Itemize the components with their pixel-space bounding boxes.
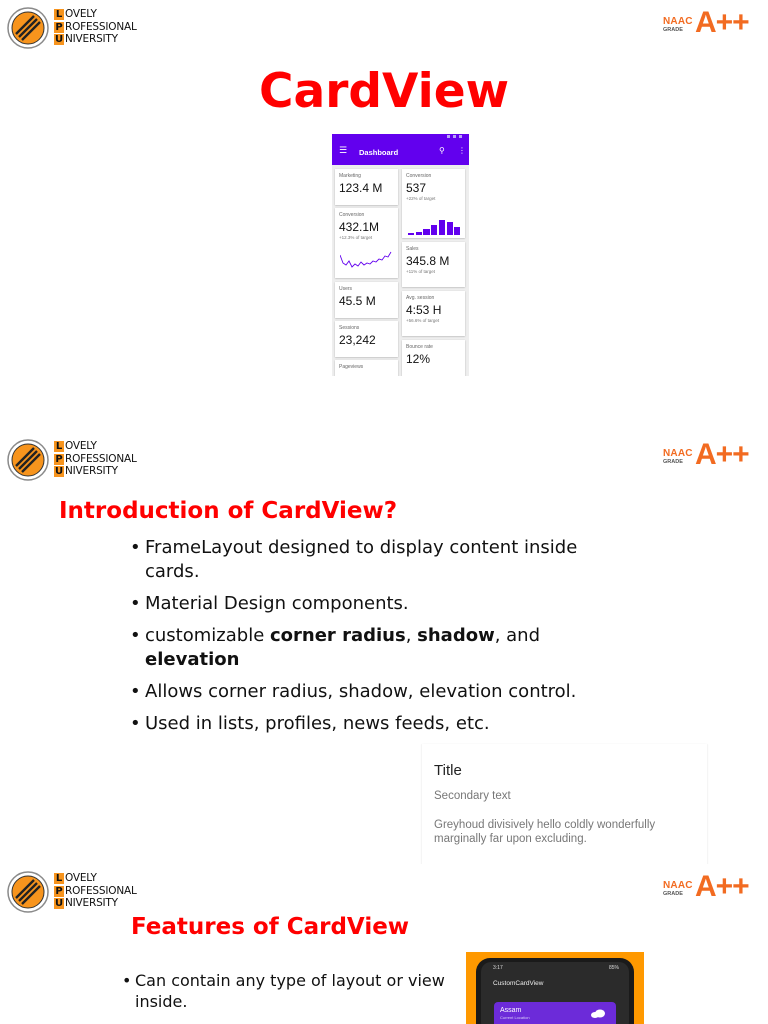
lpu-logo [7, 871, 137, 915]
card-sessions[interactable] [335, 321, 398, 357]
slide-cardview-title [0, 0, 768, 432]
naac-badge [663, 6, 765, 40]
lpu-letter-u: U [55, 34, 63, 45]
naac-badge [663, 870, 765, 904]
card-value: 45.5 M [339, 294, 376, 308]
mini-bar [439, 220, 445, 235]
slide-title: Introduction of CardView? [59, 498, 398, 524]
lpu-word-university: NIVERSITY [65, 465, 118, 477]
card-label: Users [339, 286, 353, 292]
lpu-word-professional: ROFESSIONAL [65, 884, 137, 897]
bullet-text: Material Design components. [145, 593, 409, 614]
sparkline-chart [340, 249, 393, 271]
mini-bar [423, 229, 429, 235]
lpu-word-university: NIVERSITY [65, 897, 118, 909]
card-avg-session[interactable] [402, 291, 465, 336]
card-label: Sessions [339, 325, 360, 331]
naac-grade-value: A++ [695, 438, 749, 471]
sample-card-secondary: Secondary text [434, 790, 511, 802]
sample-card-body: Greyhoud divisively hello coldly wonderfully marginally far upon excluding. [434, 819, 656, 845]
search-icon[interactable]: ⚲ [439, 146, 445, 155]
lpu-word-professional: ROFESSIONAL [65, 20, 137, 33]
bullet-list [128, 536, 628, 744]
bullet-text: Used in lists, profiles, news feeds, etc. [145, 713, 490, 734]
lpu-letter-p: P [55, 453, 63, 465]
dashboard-screenshot [332, 134, 469, 376]
card-value: 12% [406, 352, 431, 366]
bullet-text: Allows corner radius, shadow, elevation control. [145, 681, 577, 702]
naac-grade-value: A++ [695, 870, 749, 903]
card-label: Avg. session [406, 295, 435, 301]
hamburger-menu-icon[interactable]: ☰ [339, 146, 348, 156]
phone-screen [481, 962, 629, 1024]
bullet-emphasis: elevation [145, 649, 240, 670]
app-bar-title: Dashboard [359, 148, 399, 157]
mini-bar [416, 232, 422, 235]
lpu-letter-p: P [55, 21, 63, 33]
card-value: 4:53 H [406, 303, 442, 317]
bullet-item [128, 680, 628, 704]
card-value: 123.4 M [339, 181, 383, 195]
lpu-logo [7, 7, 137, 51]
naac-word: NAAC [663, 880, 693, 891]
card-sub: +56.6% of target [406, 318, 440, 323]
bullet-item: • Can contain any type of layout or view inside. [120, 970, 450, 1012]
card-sales[interactable] [402, 242, 465, 287]
card-sub: +22% of target [406, 196, 436, 201]
bullet-text: , and [494, 625, 541, 646]
card-value: 23,242 [339, 333, 376, 347]
mini-bar [447, 222, 453, 235]
mini-bar-chart [407, 217, 461, 235]
lpu-letter-l: L [55, 9, 63, 20]
card-users[interactable] [335, 282, 398, 318]
card-pageviews[interactable] [335, 360, 398, 376]
bullet-text: FrameLayout designed to display content inside cards. [145, 537, 578, 582]
naac-grade-label: GRADE [663, 27, 683, 33]
lpu-logo [7, 439, 137, 483]
naac-grade-label: GRADE [663, 891, 683, 897]
card-conversion-bars[interactable] [402, 169, 465, 238]
lpu-wordmark [54, 440, 137, 478]
card-marketing[interactable] [335, 169, 398, 205]
sample-card-title: Title [434, 762, 462, 779]
bullet-item [128, 536, 628, 584]
card-sub: +11% of target [406, 269, 436, 274]
bullet-item [128, 712, 628, 736]
naac-grade-label: GRADE [663, 459, 683, 465]
card-value: 432.1M [339, 220, 380, 234]
location-card-sub: Current Location [500, 1015, 530, 1020]
lpu-letter-u: U [55, 466, 63, 477]
mini-bar [454, 227, 460, 235]
card-label: Bounce rate [406, 344, 433, 350]
location-card[interactable] [494, 1002, 616, 1024]
mini-bar [408, 233, 414, 235]
cloud-icon [590, 1009, 606, 1018]
bullet-emphasis: corner radius [270, 625, 406, 646]
card-label: Marketing [339, 173, 361, 179]
bullet-item [128, 592, 628, 616]
lpu-letter-p: P [55, 885, 63, 897]
naac-grade-value: A++ [695, 6, 749, 39]
lpu-letter-u: U [55, 898, 63, 909]
location-card-title: Assam [500, 1007, 522, 1014]
card-label: Conversion [406, 173, 432, 179]
slide-title: CardView [259, 64, 509, 119]
lpu-wordmark [54, 872, 137, 910]
card-bounce-rate[interactable] [402, 340, 465, 376]
slide-introduction [0, 432, 768, 864]
bullet-text: , [405, 625, 418, 646]
naac-badge [663, 438, 765, 472]
slide-title: Features of CardView [131, 914, 410, 940]
bullet-item [128, 624, 628, 672]
naac-word: NAAC [663, 448, 693, 459]
lpu-letter-l: L [55, 441, 63, 452]
card-label: Sales [406, 246, 419, 252]
lpu-emblem-icon [7, 439, 49, 481]
status-time: 3:17 [493, 965, 503, 971]
lpu-word-university: NIVERSITY [65, 33, 118, 45]
card-conversion-line[interactable] [335, 208, 398, 278]
lpu-word-professional: ROFESSIONAL [65, 452, 137, 465]
app-title: CustomCardView [493, 980, 544, 987]
card-sub: +12.3% of target [339, 235, 373, 240]
sample-card-view [422, 744, 707, 864]
card-label: Conversion [339, 212, 365, 218]
lpu-wordmark [54, 8, 137, 46]
bullet-text: customizable [145, 625, 270, 646]
card-value: 537 [406, 181, 427, 195]
lpu-word-lovely: OVELY [65, 8, 97, 20]
more-vertical-icon[interactable]: ⋮ [458, 146, 466, 155]
lpu-letter-l: L [55, 873, 63, 884]
status-battery: 85% [608, 965, 619, 971]
lpu-word-lovely: OVELY [65, 872, 97, 884]
card-value: 345.8 M [406, 254, 450, 268]
bullet-list [120, 970, 450, 1020]
slide-features [0, 864, 768, 1024]
card-label: Pageviews [339, 364, 364, 370]
naac-word: NAAC [663, 16, 693, 27]
bullet-emphasis: shadow [417, 625, 495, 646]
lpu-emblem-icon [7, 871, 49, 913]
mini-bar [431, 225, 437, 235]
lpu-word-lovely: OVELY [65, 440, 97, 452]
custom-cardview-screenshot [466, 952, 644, 1024]
lpu-emblem-icon [7, 7, 49, 49]
app-bar [332, 140, 469, 165]
